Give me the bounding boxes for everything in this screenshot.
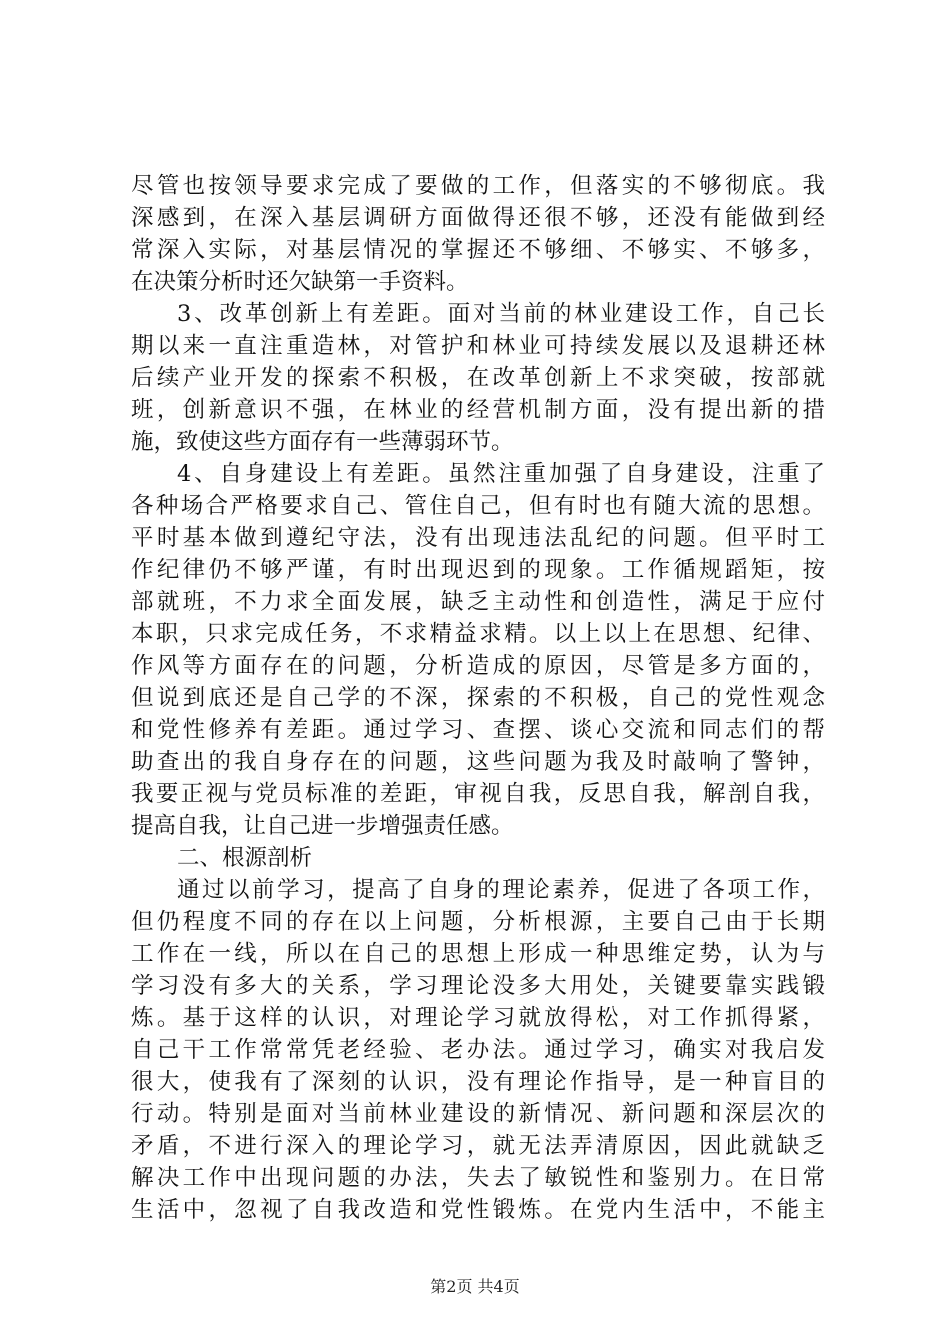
text-line: 我要正视与党员标准的差距，审视自我，反思自我，解剖自我， <box>131 781 825 807</box>
text-line: 助查出的我自身存在的问题，这些问题为我及时敲响了警钟， <box>131 749 825 775</box>
text-line: 4、自身建设上有差距。虽然注重加强了自身建设，注重了 <box>177 461 825 487</box>
text-line: 和党性修养有差距。通过学习、查摆、谈心交流和同志们的帮 <box>131 717 825 743</box>
text-line: 但仍程度不同的存在以上问题，分析根源，主要自己由于长期 <box>131 909 825 935</box>
text-line: 解决工作中出现问题的办法，失去了敏锐性和鉴别力。在日常 <box>131 1165 825 1191</box>
text-line: 通过以前学习，提高了自身的理论素养，促进了各项工作， <box>177 877 825 903</box>
text-line: 班，创新意识不强，在林业的经营机制方面，没有提出新的措 <box>131 397 825 423</box>
text-line: 3、改革创新上有差距。面对当前的林业建设工作，自己长 <box>177 301 825 327</box>
text-line: 学习没有多大的关系，学习理论没多大用处，关键要靠实践锻 <box>131 973 825 999</box>
text-line: 矛盾，不进行深入的理论学习，就无法弄清原因，因此就缺乏 <box>131 1133 825 1159</box>
text-line: 行动。特别是面对当前林业建设的新情况、新问题和深层次的 <box>131 1101 825 1127</box>
text-line: 炼。基于这样的认识，对理论学习就放得松，对工作抓得紧， <box>131 1005 825 1031</box>
text-line: 但说到底还是自己学的不深，探索的不积极，自己的党性观念 <box>131 685 825 711</box>
text-line: 深感到，在深入基层调研方面做得还很不够，还没有能做到经 <box>131 205 825 231</box>
text-line: 在决策分析时还欠缺第一手资料。 <box>131 269 469 295</box>
text-line: 施，致使这些方面存有一些薄弱环节。 <box>131 429 514 455</box>
text-line: 本职，只求完成任务，不求精益求精。以上以上在思想、纪律、 <box>131 621 825 647</box>
text-line: 部就班，不力求全面发展，缺乏主动性和创造性，满足于应付 <box>131 589 825 615</box>
text-line: 二、根源剖析 <box>177 845 313 871</box>
page-footer: 第2页 共4页 <box>430 1277 520 1296</box>
text-line: 尽管也按领导要求完成了要做的工作，但落实的不够彻底。我 <box>131 173 825 199</box>
text-line: 作纪律仍不够严谨，有时出现迟到的现象。工作循规蹈矩，按 <box>131 557 825 583</box>
text-line: 工作在一线，所以在自己的思想上形成一种思维定势，认为与 <box>131 941 825 967</box>
text-line: 期以来一直注重造林，对管护和林业可持续发展以及退耕还林 <box>131 333 825 359</box>
text-line: 后续产业开发的探索不积极，在改革创新上不求突破，按部就 <box>131 365 825 391</box>
text-line: 常深入实际，对基层情况的掌握还不够细、不够实、不够多， <box>131 237 825 263</box>
text-line: 作风等方面存在的问题，分析造成的原因，尽管是多方面的， <box>131 653 825 679</box>
text-line: 各种场合严格要求自己、管住自己，但有时也有随大流的思想。 <box>131 493 825 519</box>
text-line: 提高自我，让自己进一步增强责任感。 <box>131 813 514 839</box>
text-line: 很大，使我有了深刻的认识，没有理论作指导，是一种盲目的 <box>131 1069 825 1095</box>
text-line: 生活中，忽视了自我改造和党性锻炼。在党内生活中，不能主 <box>131 1197 825 1223</box>
text-line: 自己干工作常常凭老经验、老办法。通过学习，确实对我启发 <box>131 1037 825 1063</box>
document-body <box>131 170 825 1226</box>
text-line: 平时基本做到遵纪守法，没有出现违法乱纪的问题。但平时工 <box>131 525 825 551</box>
